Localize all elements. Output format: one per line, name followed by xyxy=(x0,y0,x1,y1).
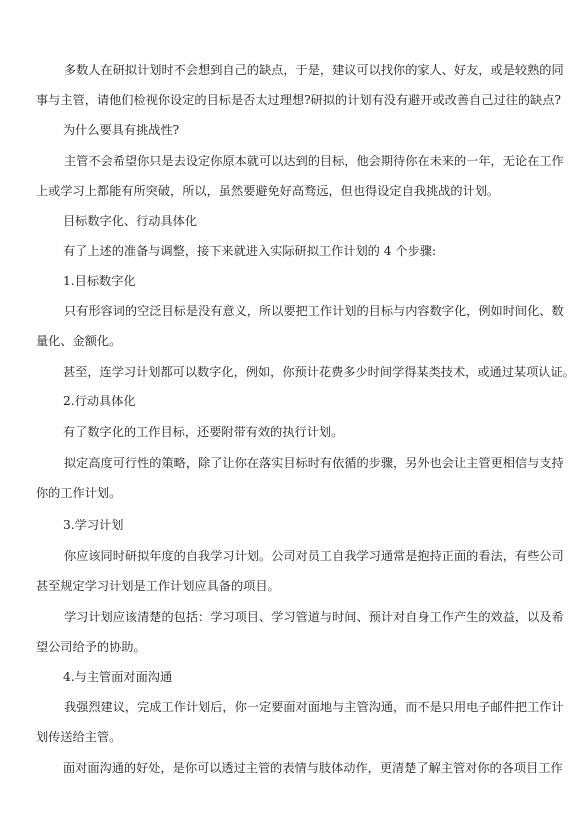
paragraph-step-3-body xyxy=(36,541,564,601)
paragraph-step-2-body xyxy=(63,417,551,447)
heading-why-challenge xyxy=(63,115,551,145)
paragraph-strategy xyxy=(36,448,564,508)
text-line: 1.目标数字化 xyxy=(63,274,136,288)
heading-step-1 xyxy=(63,266,551,296)
heading-step-4 xyxy=(63,662,551,692)
paragraph-learning-quantified xyxy=(63,357,575,387)
text-line: 为什么要具有挑战性? xyxy=(63,123,180,137)
heading-step-2 xyxy=(63,386,551,416)
text-line: 划传送给主管。 xyxy=(36,730,122,744)
text-line: 事与主管，请他们检视你设定的目标是否太过理想?研拟的计划有没有避开或改善自己过往的缺点? xyxy=(36,93,561,107)
text-line: 甚至，连学习计划都可以数字化，例如，你预计花费多少时间学得某类技术，或通过某项认证。 xyxy=(63,365,575,379)
paragraph-self-review xyxy=(36,55,564,115)
text-line: 望公司给予的协助。 xyxy=(36,640,146,654)
text-line: 量化、金额化。 xyxy=(36,334,122,348)
text-line: 3.学习计划 xyxy=(63,518,124,532)
text-line: 多数人在研拟计划时不会想到自己的缺点，于是，建议可以找你的家人、好友，或是较熟的同 xyxy=(64,63,564,77)
text-line: 你应该同时研拟年度的自我学习计划。公司对员工自我学习通常是抱持正面的看法，有些公司 xyxy=(64,549,564,563)
paragraph-challenge xyxy=(36,146,564,206)
heading-step-3 xyxy=(63,510,551,540)
paragraph-step-1-body xyxy=(36,296,564,356)
paragraph-step-4-body xyxy=(36,692,564,752)
text-line: 只有形容词的空泛目标是没有意义，所以要把工作计划的目标与内容数字化，例如时间化、数 xyxy=(64,304,564,318)
text-line: 拟定高度可行性的策略，除了让你在落实目标时有依循的步骤，另外也会让主管更相信与支持 xyxy=(64,456,564,470)
text-line: 目标数字化、行动具体化 xyxy=(63,214,198,228)
text-line: 2.行动具体化 xyxy=(63,394,136,408)
text-line: 有了数字化的工作目标，还要附带有效的执行计划。 xyxy=(63,425,344,439)
text-line: 4.与主管面对面沟通 xyxy=(63,670,173,684)
text-line: 主管不会希望你只是去设定你原本就可以达到的目标，他会期待你在未来的一年，无论在工作 xyxy=(64,154,564,168)
text-line: 上或学习上都能有所突破，所以，虽然要避免好高骛远，但也得设定自我挑战的计划。 xyxy=(36,184,500,198)
text-line: 学习计划应该清楚的包括：学习项目、学习管道与时间、预计对自身工作产生的效益，以及希 xyxy=(64,610,564,624)
text-line: 甚至规定学习计划是工作计划应具备的项目。 xyxy=(36,579,280,593)
paragraph-learning-plan-contents xyxy=(36,602,564,662)
text-line: 你的工作计划。 xyxy=(36,486,122,500)
text-line: 面对面沟通的好处，是你可以透过主管的表情与肢体动作，更清楚了解主管对你的各项目工作 xyxy=(63,761,563,775)
text-line: 有了上述的准备与调整，接下来就进入实际研拟工作计划的 4 个步骤: xyxy=(63,244,437,258)
paragraph-face-to-face-benefits xyxy=(63,753,563,783)
paragraph-four-steps-intro xyxy=(63,236,551,266)
text-line: 我强烈建议，完成工作计划后，你一定要面对面地与主管沟通，而不是只用电子邮件把工作计 xyxy=(64,700,564,714)
heading-quantify-goals xyxy=(63,206,551,236)
